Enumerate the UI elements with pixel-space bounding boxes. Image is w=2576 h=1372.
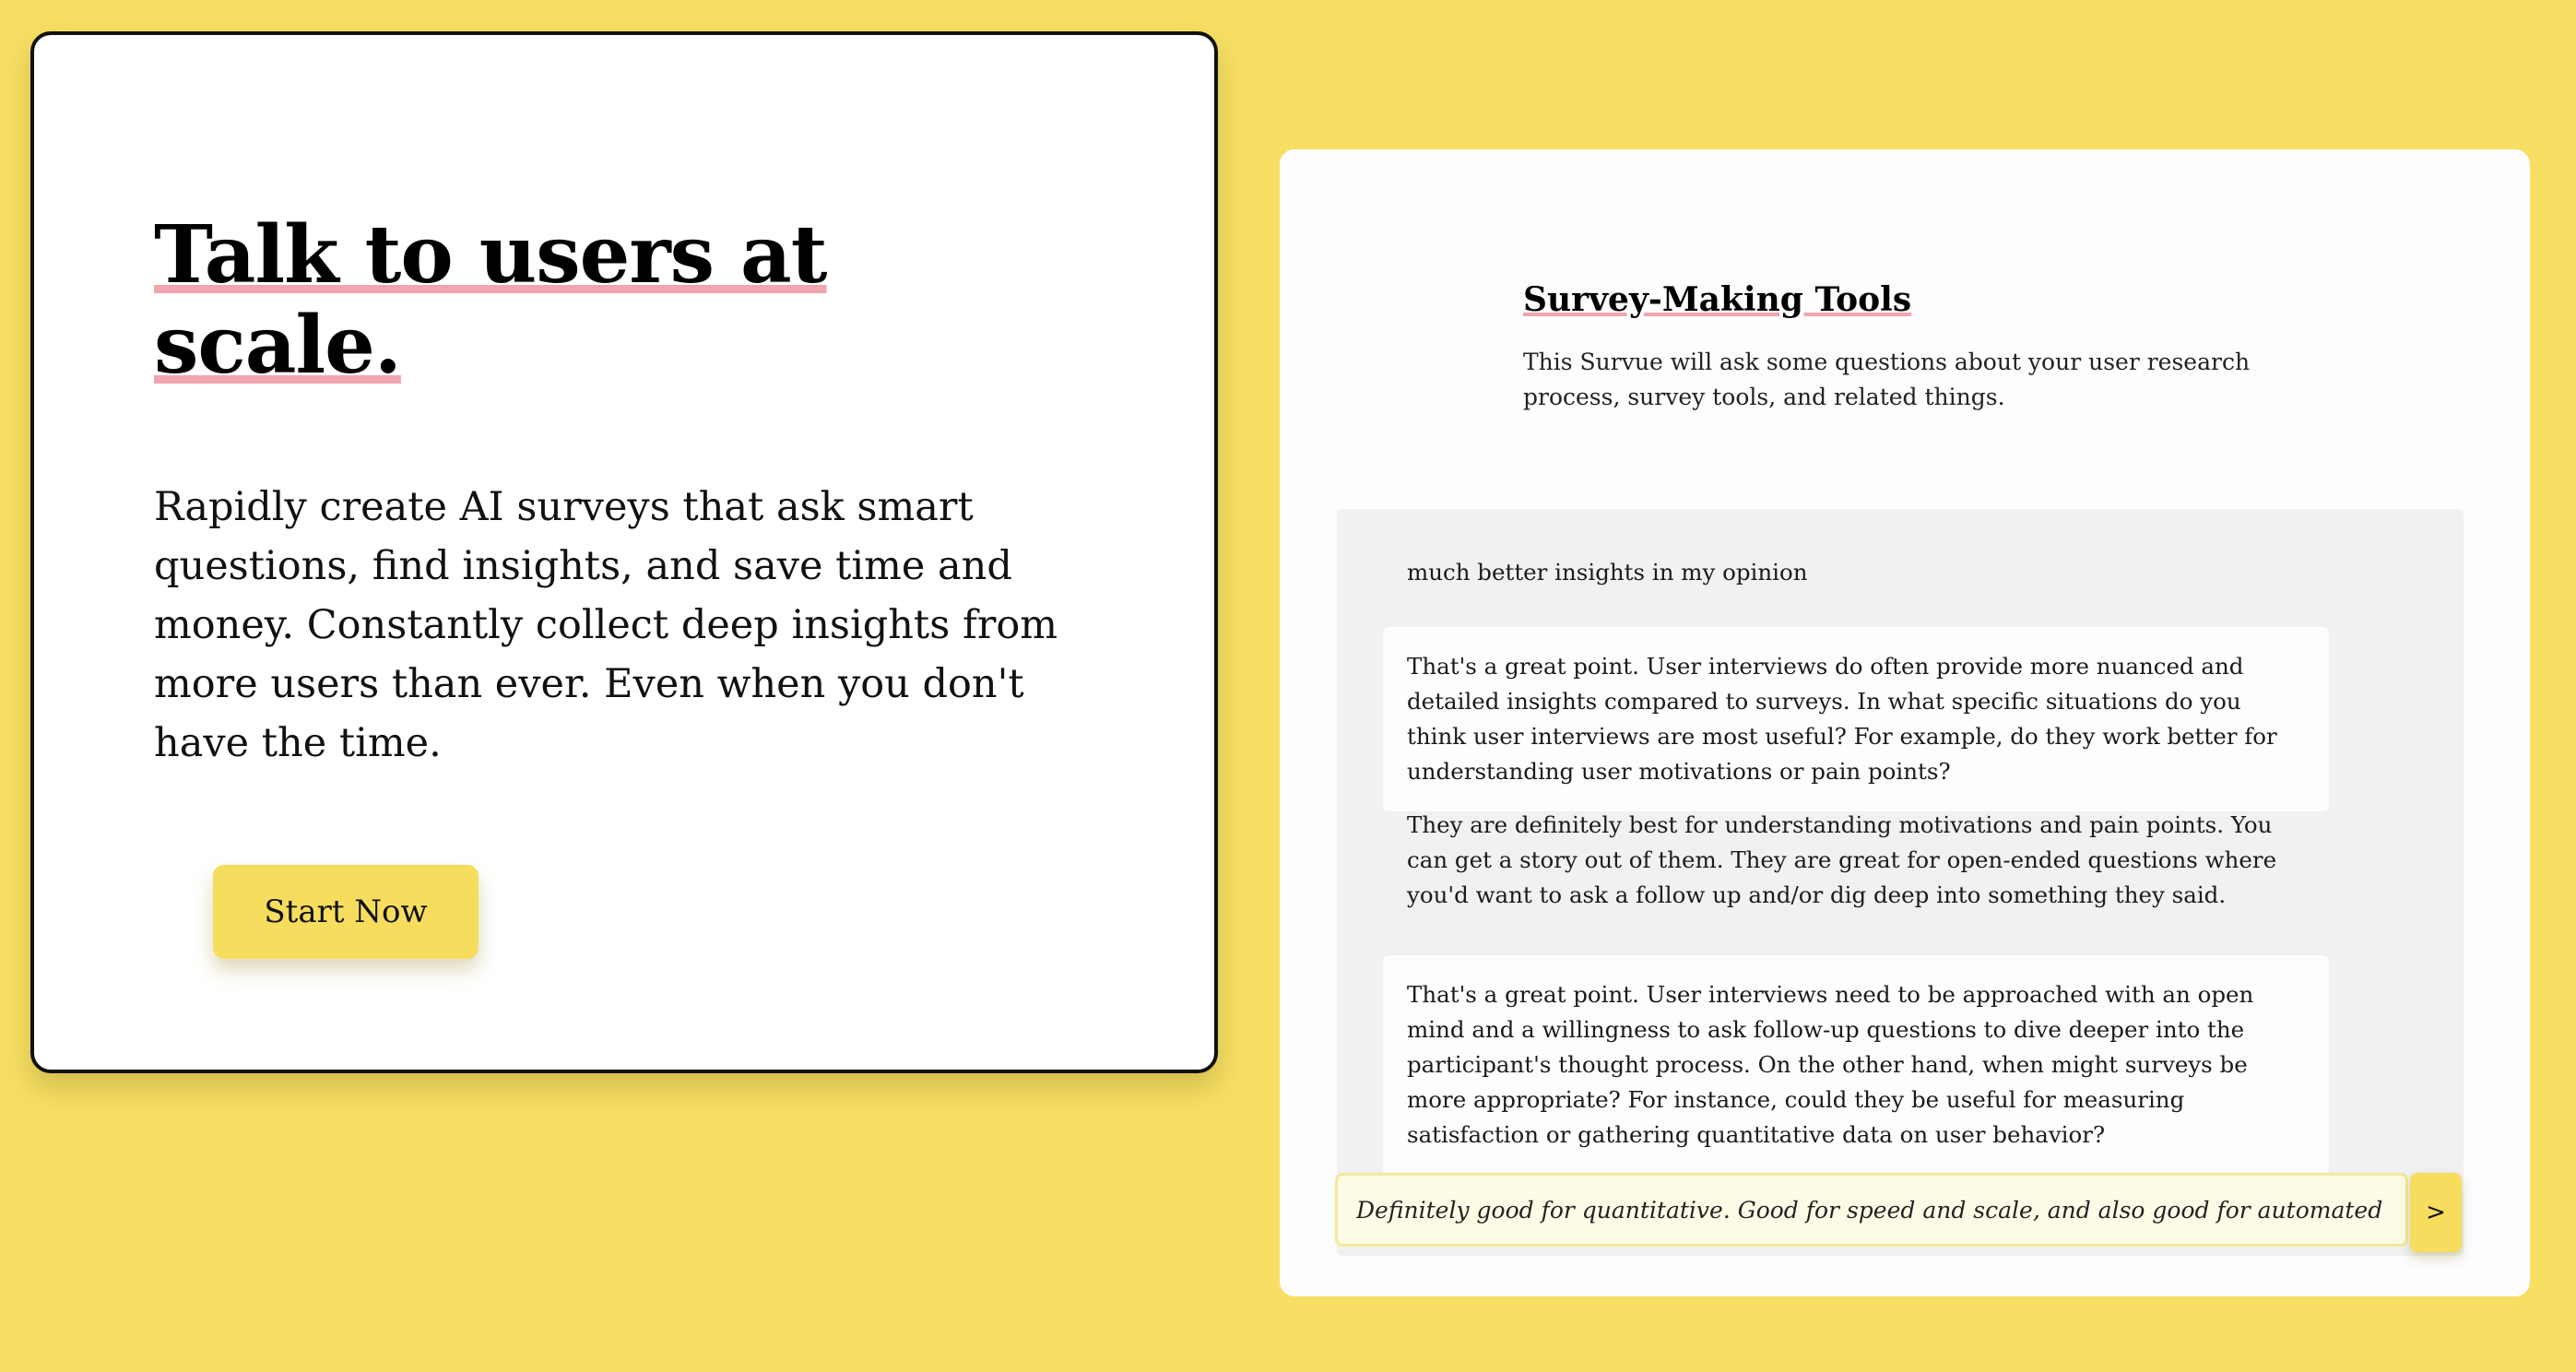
survey-title: Survey-Making Tools — [1523, 280, 1912, 319]
hero-title-text: Talk to users at scale. — [154, 208, 827, 392]
send-button[interactable]: > — [2410, 1173, 2462, 1252]
survey-description: This Survue will ask some questions about your user research process, survey tools, and related things. — [1523, 349, 2251, 410]
start-now-button[interactable]: Start Now — [213, 865, 479, 959]
hero-card — [30, 31, 1218, 1073]
hero-title — [154, 210, 984, 391]
answer-input[interactable] — [1335, 1173, 2408, 1247]
survey-preview-card — [1280, 149, 2530, 1296]
chat-panel — [1337, 509, 2464, 1256]
user-message: They are definitely best for understanding motivations and pain points. You can get a story out of them. They are great for open-ended questions where you'd want to ask a follow up and/or dig deep into something they said. — [1407, 811, 2277, 908]
hero-description: Rapidly create AI surveys that ask smart questions, find insights, and save time and money. Constantly collect deep insights from more users than ever. Even when you don't have the time. — [154, 484, 1058, 766]
ai-message: That's a great point. User interviews do often provide more nuanced and detailed insights compared to surveys. In what specific situations do you think user interviews are most useful? For example, do they work better for understanding user motivations or pain points? — [1383, 627, 2329, 811]
user-message: much better insights in my opinion — [1407, 559, 1808, 585]
ai-message: That's a great point. User interviews need to be approached with an open mind and a willingness to ask follow-up questions to dive deeper into the participant's thought process. On the other hand, when might surveys be more appropriate? For instance, could they be useful for measuring satisfaction or gathering quantitative data on user behavior? — [1383, 955, 2329, 1175]
